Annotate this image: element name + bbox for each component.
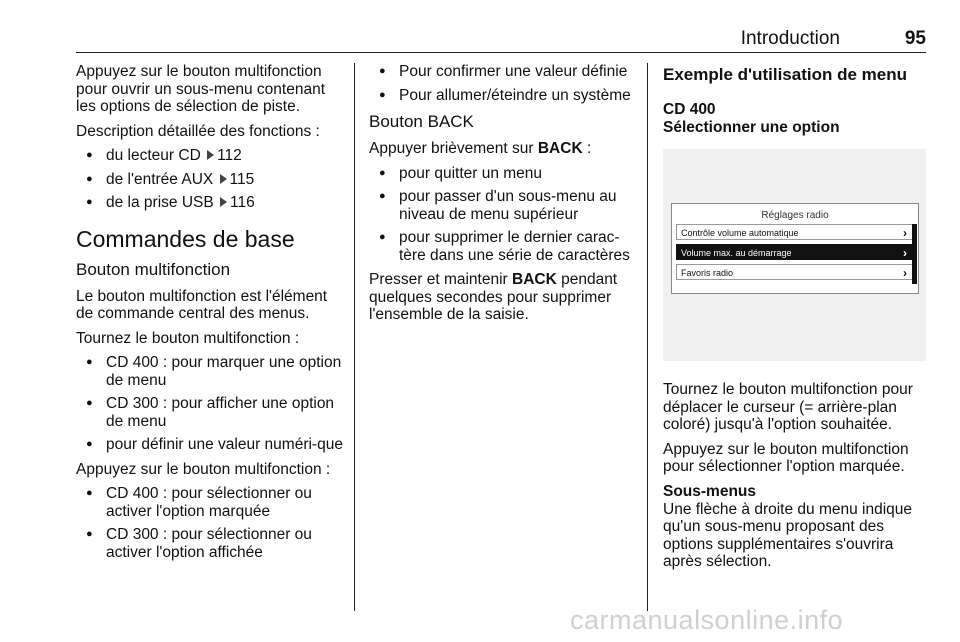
column-1 (76, 63, 344, 568)
list-item: ● Pour allumer/éteindre un système (369, 87, 635, 105)
paragraph: Appuyez sur le bouton multifonction pour sélectionner l'option marquée. (663, 440, 909, 475)
list-item: ● de la prise USB 116 (76, 194, 344, 212)
press-list (76, 485, 344, 561)
display-title: Réglages radio (761, 210, 829, 221)
page-number: 95 (904, 28, 926, 49)
section-title: Introduction (740, 28, 840, 49)
watermark: carmanualsonline.info (570, 605, 844, 635)
subsection-heading: Exemple d'utilisation de menu (663, 65, 907, 84)
subsection-heading: Bouton BACK (369, 112, 474, 131)
column-3 (663, 63, 931, 578)
page-reference[interactable]: 115 (229, 170, 255, 188)
paragraph: Le bouton multifonction est l'élément de commande central des menus. (76, 287, 328, 322)
list-item: ● pour passer d'un sous-menu au niveau de menu supérieur (369, 188, 635, 223)
menu-row: Contrôle volume automatique › (676, 224, 914, 240)
list-item: ● de l'entrée AUX 115 (76, 171, 344, 189)
turn-list (76, 354, 344, 454)
list-item: ● CD 400 : pour marquer une option de menu (76, 354, 344, 389)
reference-arrow-icon (220, 174, 227, 184)
chevron-right-icon: › (903, 226, 907, 240)
confirm-list (369, 63, 635, 104)
scrollbar (912, 224, 917, 284)
minor-heading: Sous-menus (663, 482, 757, 500)
column-2 (369, 63, 635, 331)
list-item: ● CD 300 : pour afficher une option de menu (76, 395, 344, 430)
display-illustration (663, 149, 926, 361)
column-divider (647, 63, 648, 611)
list-item: ● pour définir une valeur numéri-que (76, 436, 344, 454)
paragraph: Appuyez sur le bouton multifonction pour ouvrir un sous-menu contenant les options de sélection de piste. (76, 63, 326, 115)
column-divider (354, 63, 355, 611)
paragraph: Tournez le bouton multifonction : (76, 329, 300, 347)
chevron-right-icon: › (903, 266, 907, 280)
back-list (369, 165, 635, 265)
menu-row-selected: Volume max. au démarrage › (676, 244, 914, 260)
minor-heading: CD 400 (663, 101, 716, 118)
list-item: ● Pour confirmer une valeur définie (369, 63, 635, 81)
paragraph: Appuyer brièvement sur BACK : (369, 140, 592, 157)
function-list (76, 147, 344, 212)
paragraph: Une flèche à droite du menu indique qu'un sous-menu proposant des options supplémentaires s'ouvrira après sélection. (663, 500, 913, 570)
menu-row: Favoris radio › (676, 264, 914, 280)
paragraph: Presser et maintenir BACK pendant quelques secondes pour supprimer l'ensemble de la saisie. (369, 271, 618, 323)
page-reference[interactable]: 112 (217, 147, 242, 164)
list-item: ● CD 300 : pour sélectionner ou activer l'option affichée (76, 526, 344, 561)
chevron-right-icon: › (903, 246, 907, 260)
page-header (76, 24, 926, 53)
section-heading: Commandes de base (76, 225, 295, 252)
reference-arrow-icon (207, 150, 214, 160)
paragraph: Appuyez sur le bouton multifonction : (76, 460, 331, 478)
list-item: ● du lecteur CD 112 (76, 147, 344, 165)
list-item: ● pour quitter un menu (369, 165, 635, 183)
radio-display (671, 203, 919, 294)
paragraph: Description détaillée des fonctions : (76, 122, 320, 140)
page-reference[interactable]: 116 (230, 194, 255, 211)
paragraph: Tournez le bouton multifonction pour déplacer le curseur (= arrière-plan coloré) jusqu'à l'option souhaitée. (663, 381, 913, 433)
minor-heading: Sélectionner une option (663, 119, 840, 136)
reference-arrow-icon (220, 197, 227, 207)
list-item: ● pour supprimer le dernier carac-tère dans une série de caractères (369, 229, 635, 264)
list-item: ● CD 400 : pour sélectionner ou activer l'option marquée (76, 485, 344, 520)
subsection-heading: Bouton multifonction (76, 259, 231, 279)
